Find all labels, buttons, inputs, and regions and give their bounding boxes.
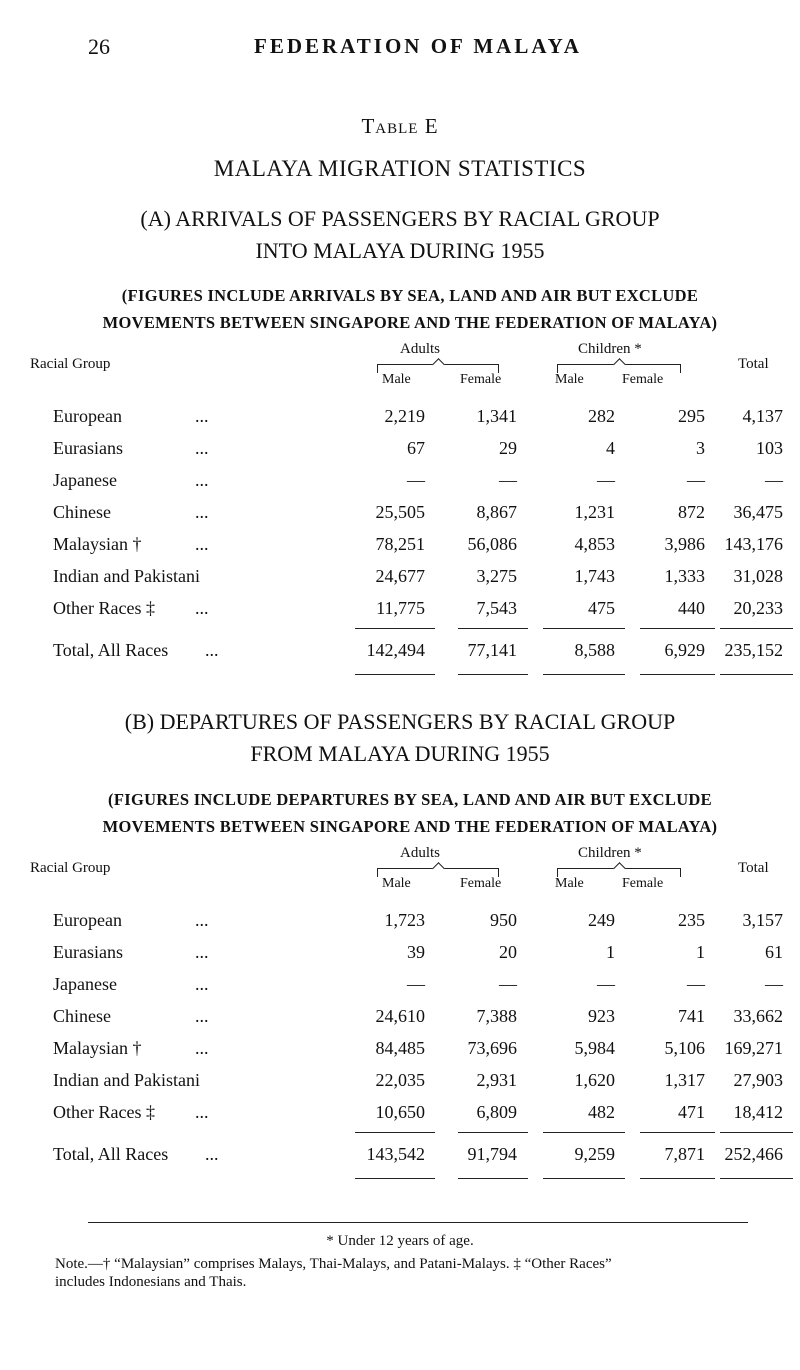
column-header-child-male: Male — [555, 372, 584, 387]
section-b-note-line1: (FIGURES INCLUDE DEPARTURES BY SEA, LAND AND AIR BUT EXCLUDE — [108, 790, 712, 809]
total-rule-top — [640, 628, 715, 629]
section-a-note-line2: MOVEMENTS BETWEEN SINGAPORE AND THE FEDERATION OF MALAYA) — [102, 313, 718, 332]
total-row — [0, 1144, 800, 1174]
children-brace-tip — [613, 862, 626, 875]
table-row — [0, 1006, 800, 1036]
racial-group-label: Indian and Pakistani — [53, 1070, 200, 1090]
children-brace-tip — [613, 358, 626, 371]
total-rule-top — [355, 628, 435, 629]
cell-child-male: 923 — [588, 1006, 615, 1026]
leader-dots: ... — [205, 1144, 219, 1164]
cell-total: 3,157 — [742, 910, 783, 930]
cell-child-male: 1,231 — [574, 502, 615, 522]
table-label: Table E — [361, 114, 439, 138]
cell-adult-female: 2,931 — [476, 1070, 517, 1090]
total-rule-top — [543, 1132, 625, 1133]
table-row — [0, 1102, 800, 1132]
leader-dots: ... — [195, 974, 209, 994]
leader-dots: ... — [195, 942, 209, 962]
table-row — [0, 438, 800, 468]
total-cell-total: 252,466 — [724, 1144, 783, 1164]
main-title: MALAYA MIGRATION STATISTICS — [213, 156, 587, 181]
racial-group-label: European — [53, 406, 122, 426]
cell-child-male: 5,984 — [574, 1038, 615, 1058]
total-rule-bottom — [640, 674, 715, 675]
section-a-note-line1: (FIGURES INCLUDE ARRIVALS BY SEA, LAND AND AIR BUT EXCLUDE — [121, 286, 699, 305]
column-header-adult-female: Female — [460, 876, 502, 891]
cell-total: 61 — [765, 942, 783, 962]
adults-brace-tip — [432, 358, 445, 371]
racial-group-label: Eurasians — [53, 942, 123, 962]
total-rule-bottom — [640, 1178, 715, 1179]
cell-child-male: 282 — [588, 406, 615, 426]
cell-total: 33,662 — [733, 1006, 783, 1026]
cell-total: 143,176 — [724, 534, 783, 554]
table-row — [0, 1070, 800, 1100]
table-row — [0, 534, 800, 564]
racial-group-label: Japanese — [53, 470, 117, 490]
total-cell-adult-female: 77,141 — [467, 640, 517, 660]
footnote-asterisk: * Under 12 years of age. — [326, 1233, 474, 1249]
cell-child-female: 1 — [696, 942, 705, 962]
column-header-racial-group: Racial Group — [30, 860, 111, 876]
running-head: FEDERATION OF MALAYA — [254, 34, 582, 58]
cell-child-female: 5,106 — [664, 1038, 705, 1058]
cell-child-female: 1,333 — [664, 566, 705, 586]
cell-total: 103 — [756, 438, 783, 458]
cell-child-female: 3 — [696, 438, 705, 458]
total-row-label: Total, All Races — [53, 640, 169, 660]
leader-dots: ... — [195, 470, 209, 490]
footnote-note-line2: includes Indonesians and Thais. — [55, 1274, 247, 1290]
column-header-adult-male: Male — [382, 876, 411, 891]
cell-total: — — [765, 974, 783, 994]
column-header-children: Children * — [578, 845, 642, 861]
arrivals-table — [0, 341, 800, 674]
cell-child-male: — — [597, 974, 615, 994]
cell-child-female: 235 — [678, 910, 705, 930]
column-header-total: Total — [738, 356, 769, 372]
total-rule-top — [543, 628, 625, 629]
cell-adult-male: 24,677 — [375, 566, 425, 586]
total-rule-top — [458, 1132, 528, 1133]
cell-adult-female: 7,543 — [476, 598, 517, 618]
racial-group-label: European — [53, 910, 122, 930]
total-rule-bottom — [458, 674, 528, 675]
cell-child-male: 4 — [606, 438, 615, 458]
cell-child-male: 482 — [588, 1102, 615, 1122]
cell-adult-female: 73,696 — [467, 1038, 517, 1058]
page-number: 26 — [88, 34, 110, 59]
section-b-title-line2: FROM MALAYA DURING 1955 — [250, 741, 550, 766]
cell-adult-male: 25,505 — [375, 502, 425, 522]
cell-adult-male: 84,485 — [375, 1038, 425, 1058]
cell-child-male: — — [597, 470, 615, 490]
column-header-adults: Adults — [400, 341, 441, 357]
cell-child-male: 4,853 — [574, 534, 615, 554]
table-row — [0, 910, 800, 940]
cell-adult-female: — — [499, 470, 517, 490]
cell-child-male: 1,620 — [574, 1070, 615, 1090]
cell-child-female: — — [687, 974, 705, 994]
cell-adult-male: 67 — [407, 438, 425, 458]
table-row — [0, 566, 800, 596]
column-header-adult-female: Female — [460, 372, 502, 387]
leader-dots: ... — [195, 534, 209, 554]
total-cell-adult-male: 143,542 — [366, 1144, 425, 1164]
cell-adult-female: 8,867 — [476, 502, 517, 522]
racial-group-label: Other Races ‡ — [53, 1102, 155, 1122]
total-cell-child-male: 8,588 — [574, 640, 615, 660]
column-header-child-female: Female — [622, 876, 664, 891]
cell-adult-male: — — [407, 470, 425, 490]
column-header-adult-male: Male — [382, 372, 411, 387]
total-row-label: Total, All Races — [53, 1144, 169, 1164]
table-row — [0, 502, 800, 532]
total-rule-bottom — [458, 1178, 528, 1179]
cell-adult-female: 6,809 — [476, 1102, 517, 1122]
column-header-child-female: Female — [622, 372, 664, 387]
cell-adult-male: 22,035 — [375, 1070, 425, 1090]
total-cell-total: 235,152 — [724, 640, 783, 660]
column-header-child-male: Male — [555, 876, 584, 891]
cell-child-female: 872 — [678, 502, 705, 522]
cell-total: 36,475 — [733, 502, 783, 522]
cell-adult-male: 78,251 — [375, 534, 425, 554]
footnote-note-line1: Note.—† “Malaysian” comprises Malays, Thai-Malays, and Patani-Malays. ‡ “Other Races” — [55, 1256, 612, 1272]
cell-child-female: 741 — [678, 1006, 705, 1026]
cell-child-male: 1,743 — [574, 566, 615, 586]
total-rule-top — [355, 1132, 435, 1133]
total-rule-top — [458, 628, 528, 629]
cell-total: 20,233 — [733, 598, 783, 618]
total-rule-top — [640, 1132, 715, 1133]
racial-group-label: Chinese — [53, 1006, 111, 1026]
cell-child-male: 249 — [588, 910, 615, 930]
cell-child-male: 1 — [606, 942, 615, 962]
racial-group-label: Other Races ‡ — [53, 598, 155, 618]
racial-group-label: Chinese — [53, 502, 111, 522]
leader-dots: ... — [195, 598, 209, 618]
cell-adult-male: 2,219 — [384, 406, 425, 426]
cell-total: 4,137 — [742, 406, 783, 426]
cell-total: 31,028 — [733, 566, 783, 586]
total-rule-bottom — [543, 1178, 625, 1179]
total-rule-bottom — [720, 1178, 793, 1179]
leader-dots: ... — [195, 438, 209, 458]
section-a-title-line2: INTO MALAYA DURING 1955 — [255, 238, 545, 263]
total-rule-bottom — [543, 674, 625, 675]
column-header-total: Total — [738, 860, 769, 876]
cell-adult-male: 24,610 — [375, 1006, 425, 1026]
cell-adult-male: 39 — [407, 942, 425, 962]
cell-adult-male: 11,775 — [376, 598, 425, 618]
column-header-adults: Adults — [400, 845, 441, 861]
racial-group-label: Malaysian † — [53, 1038, 142, 1058]
cell-adult-female: 29 — [499, 438, 517, 458]
total-rule-bottom — [355, 674, 435, 675]
leader-dots: ... — [195, 1102, 209, 1122]
cell-adult-male: — — [407, 974, 425, 994]
cell-child-male: 475 — [588, 598, 615, 618]
racial-group-label: Indian and Pakistani — [53, 566, 200, 586]
cell-child-female: 471 — [678, 1102, 705, 1122]
cell-adult-female: 20 — [499, 942, 517, 962]
cell-child-female: 440 — [678, 598, 705, 618]
cell-adult-female: — — [499, 974, 517, 994]
column-header-children: Children * — [578, 341, 642, 357]
cell-child-female: — — [687, 470, 705, 490]
cell-adult-male: 1,723 — [384, 910, 425, 930]
table-row — [0, 598, 800, 628]
total-rule-bottom — [355, 1178, 435, 1179]
page-header — [88, 34, 748, 64]
footnote-rule — [88, 1222, 748, 1223]
total-rule-bottom — [720, 674, 793, 675]
racial-group-label: Malaysian † — [53, 534, 142, 554]
total-cell-adult-male: 142,494 — [366, 640, 425, 660]
table-row — [0, 470, 800, 500]
total-row — [0, 640, 800, 670]
leader-dots: ... — [195, 1038, 209, 1058]
racial-group-label: Eurasians — [53, 438, 123, 458]
section-a-title-line1: (A) ARRIVALS OF PASSENGERS BY RACIAL GROUP — [140, 206, 660, 231]
racial-group-label: Japanese — [53, 974, 117, 994]
section-b-note-line2: MOVEMENTS BETWEEN SINGAPORE AND THE FEDERATION OF MALAYA) — [102, 817, 718, 836]
section-b-title-line1: (B) DEPARTURES OF PASSENGERS BY RACIAL GROUP — [124, 709, 676, 734]
table-row — [0, 1038, 800, 1068]
cell-adult-female: 1,341 — [476, 406, 517, 426]
total-cell-child-female: 7,871 — [664, 1144, 705, 1164]
leader-dots: ... — [205, 640, 219, 660]
cell-child-female: 3,986 — [664, 534, 705, 554]
total-rule-top — [720, 628, 793, 629]
total-rule-top — [720, 1132, 793, 1133]
table-row — [0, 942, 800, 972]
total-cell-child-male: 9,259 — [574, 1144, 615, 1164]
total-cell-child-female: 6,929 — [664, 640, 705, 660]
leader-dots: ... — [195, 1006, 209, 1026]
cell-child-female: 1,317 — [664, 1070, 705, 1090]
cell-adult-female: 7,388 — [476, 1006, 517, 1026]
total-cell-adult-female: 91,794 — [467, 1144, 517, 1164]
leader-dots: ... — [195, 910, 209, 930]
table-row — [0, 974, 800, 1004]
cell-adult-male: 10,650 — [375, 1102, 425, 1122]
cell-total: 169,271 — [724, 1038, 783, 1058]
adults-brace-tip — [432, 862, 445, 875]
cell-total: 18,412 — [733, 1102, 783, 1122]
cell-total: 27,903 — [733, 1070, 783, 1090]
leader-dots: ... — [195, 406, 209, 426]
column-header-racial-group: Racial Group — [30, 356, 111, 372]
leader-dots: ... — [195, 502, 209, 522]
cell-total: — — [765, 470, 783, 490]
cell-adult-female: 3,275 — [476, 566, 517, 586]
table-row — [0, 406, 800, 436]
cell-adult-female: 950 — [490, 910, 517, 930]
cell-child-female: 295 — [678, 406, 705, 426]
departures-table — [0, 845, 800, 1178]
cell-adult-female: 56,086 — [467, 534, 517, 554]
